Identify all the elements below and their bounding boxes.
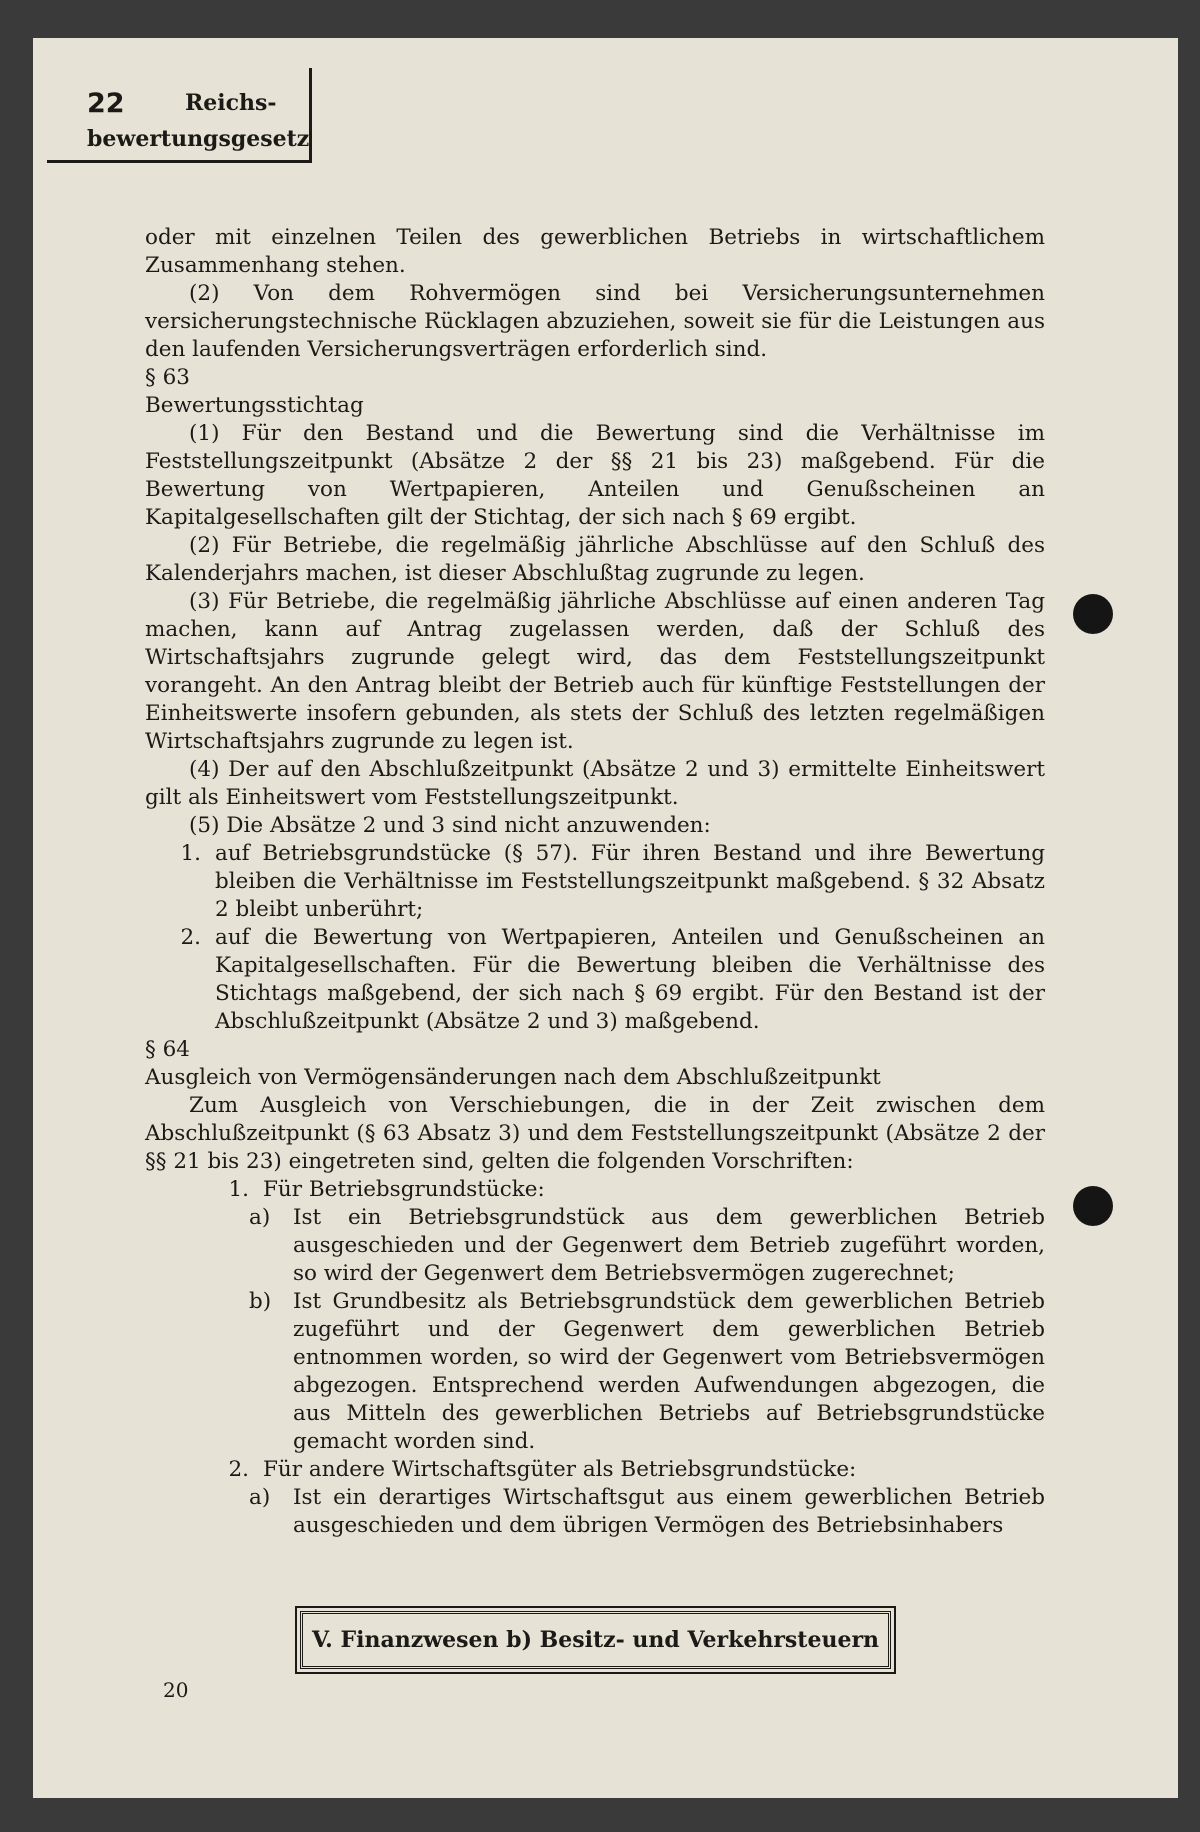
list-item [145,1484,1045,1540]
paragraph: (1) Für den Bestand und die Bewertung sind die Verhältnisse im Feststellungszeitpunkt (Absätze 2 der §§ 21 bis 23) maßgebend. Für die Bewertung von Wertpapieren, Anteilen und Genußscheinen an Kapitalgesellschaften gilt der Stichtag, der sich nach § 69 ergibt. [145,421,1045,530]
list-text: Für andere Wirtschaftsgüter als Betriebsgrundstücke: [263,1457,857,1482]
list-item [145,924,1045,1036]
list-marker: a) [249,1485,271,1510]
paragraph: oder mit einzelnen Teilen des gewerblichen Betriebs in wirtschaftlichem Zusammenhang stehen. [145,225,1045,278]
list-text: Ist ein Betriebsgrundstück aus dem gewerblichen Betrieb ausgeschieden und der Gegenwert dem Betrieb zugeführt worden, so wird der Gegenwert dem Betriebsvermögen zugerechnet; [293,1205,1045,1286]
paragraph: Zum Ausgleich von Verschiebungen, die in der Zeit zwischen dem Abschlußzeitpunkt (§ 63 Absatz 3) und dem Feststellungszeitpunkt (Absätze 2 der §§ 21 bis 23) eingetreten sind, gelten die folgenden Vorschriften: [145,1093,1045,1174]
list-marker: 2. [228,1457,249,1482]
list-text: Ist ein derartiges Wirtschaftsgut aus einem gewerblichen Betrieb ausgeschieden und dem übrigen Vermögen des Betriebsinhabers [293,1485,1045,1538]
punch-hole [1073,1186,1113,1226]
list-marker: 1. [228,1177,249,1202]
section-title: Ausgleich von Vermögensänderungen nach dem Abschlußzeitpunkt [145,1065,881,1090]
header-title-line1: Reichs- [185,90,277,116]
document-body [145,224,1045,1540]
paragraph: (2) Für Betriebe, die regelmäßig jährliche Abschlüsse auf den Schluß des Kalenderjahrs machen, ist dieser Abschlußtag zugrunde zu legen. [145,533,1045,586]
section-number: § 64 [145,1037,190,1062]
list-item [145,1176,1045,1204]
list-text: auf die Bewertung von Wertpapieren, Anteilen und Genußscheinen an Kapitalgesellschaften. Für die Bewertung bleiben die Verhältnisse des Stichtags maßgebend, der sich nach § 69 ergibt. Für den Bestand ist der Abschlußzeitpunkt (Absätze 2 und 3) maßgebend. [215,925,1045,1034]
section-title: Bewertungsstichtag [145,393,364,418]
page-number: 20 [163,1678,189,1702]
list-item [145,1204,1045,1288]
list-marker: a) [249,1205,271,1230]
paragraph: (3) Für Betriebe, die regelmäßig jährliche Abschlüsse auf einen anderen Tag machen, kann auf Antrag zugelassen werden, daß der Schluß des Wirtschaftsjahrs zugrunde gelegt wird, das dem Feststellungszeitpunkt vorangeht. An den Antrag bleibt der Betrieb auch für künftige Feststellungen der Einheitswerte insofern gebunden, als stets der Schluß des letzten regelmäßigen Wirtschaftsjahrs zugrunde zu legen ist. [145,589,1045,754]
list-item [145,1288,1045,1456]
list-marker: 1. [180,841,201,866]
list-text: Ist Grundbesitz als Betriebsgrundstück dem gewerblichen Betrieb zugeführt und der Gegenwert dem gewerblichen Betrieb entnommen worden, so wird der Gegenwert vom Betriebsvermögen abgezogen. Entsprechend werden Aufwendungen abgezogen, die aus Mitteln des gewerblichen Betriebs auf Betriebsgrundstücke gemacht worden sind. [293,1289,1045,1454]
header-box [47,68,312,163]
punch-hole [1073,594,1113,634]
document-page [33,38,1178,1798]
paragraph: (4) Der auf den Abschlußzeitpunkt (Absätze 2 und 3) ermittelte Einheitswert gilt als Einheitswert vom Feststellungszeitpunkt. [145,757,1045,810]
list-marker: b) [249,1289,272,1314]
paragraph: (5) Die Absätze 2 und 3 sind nicht anzuwenden: [189,813,711,838]
header-number: 22 [87,88,125,119]
section-number: § 63 [145,365,190,390]
list-item [145,1456,1045,1484]
list-text: auf Betriebsgrundstücke (§ 57). Für ihren Bestand und ihre Bewertung bleiben die Verhältnisse im Feststellungszeitpunkt maßgebend. § 32 Absatz 2 bleibt unberührt; [215,841,1045,922]
list-text: Für Betriebsgrundstücke: [263,1177,545,1202]
header-title-line2: bewertungsgesetz [87,126,310,152]
list-item [145,840,1045,924]
list-marker: 2. [180,925,201,950]
footer-box: V. Finanzwesen b) Besitz- und Verkehrsteuern [300,1611,891,1669]
paragraph: (2) Von dem Rohvermögen sind bei Versicherungsunternehmen versicherungstechnische Rücklagen abzuziehen, soweit sie für die Leistungen aus den laufenden Versicherungsverträgen erforderlich sind. [145,281,1045,362]
